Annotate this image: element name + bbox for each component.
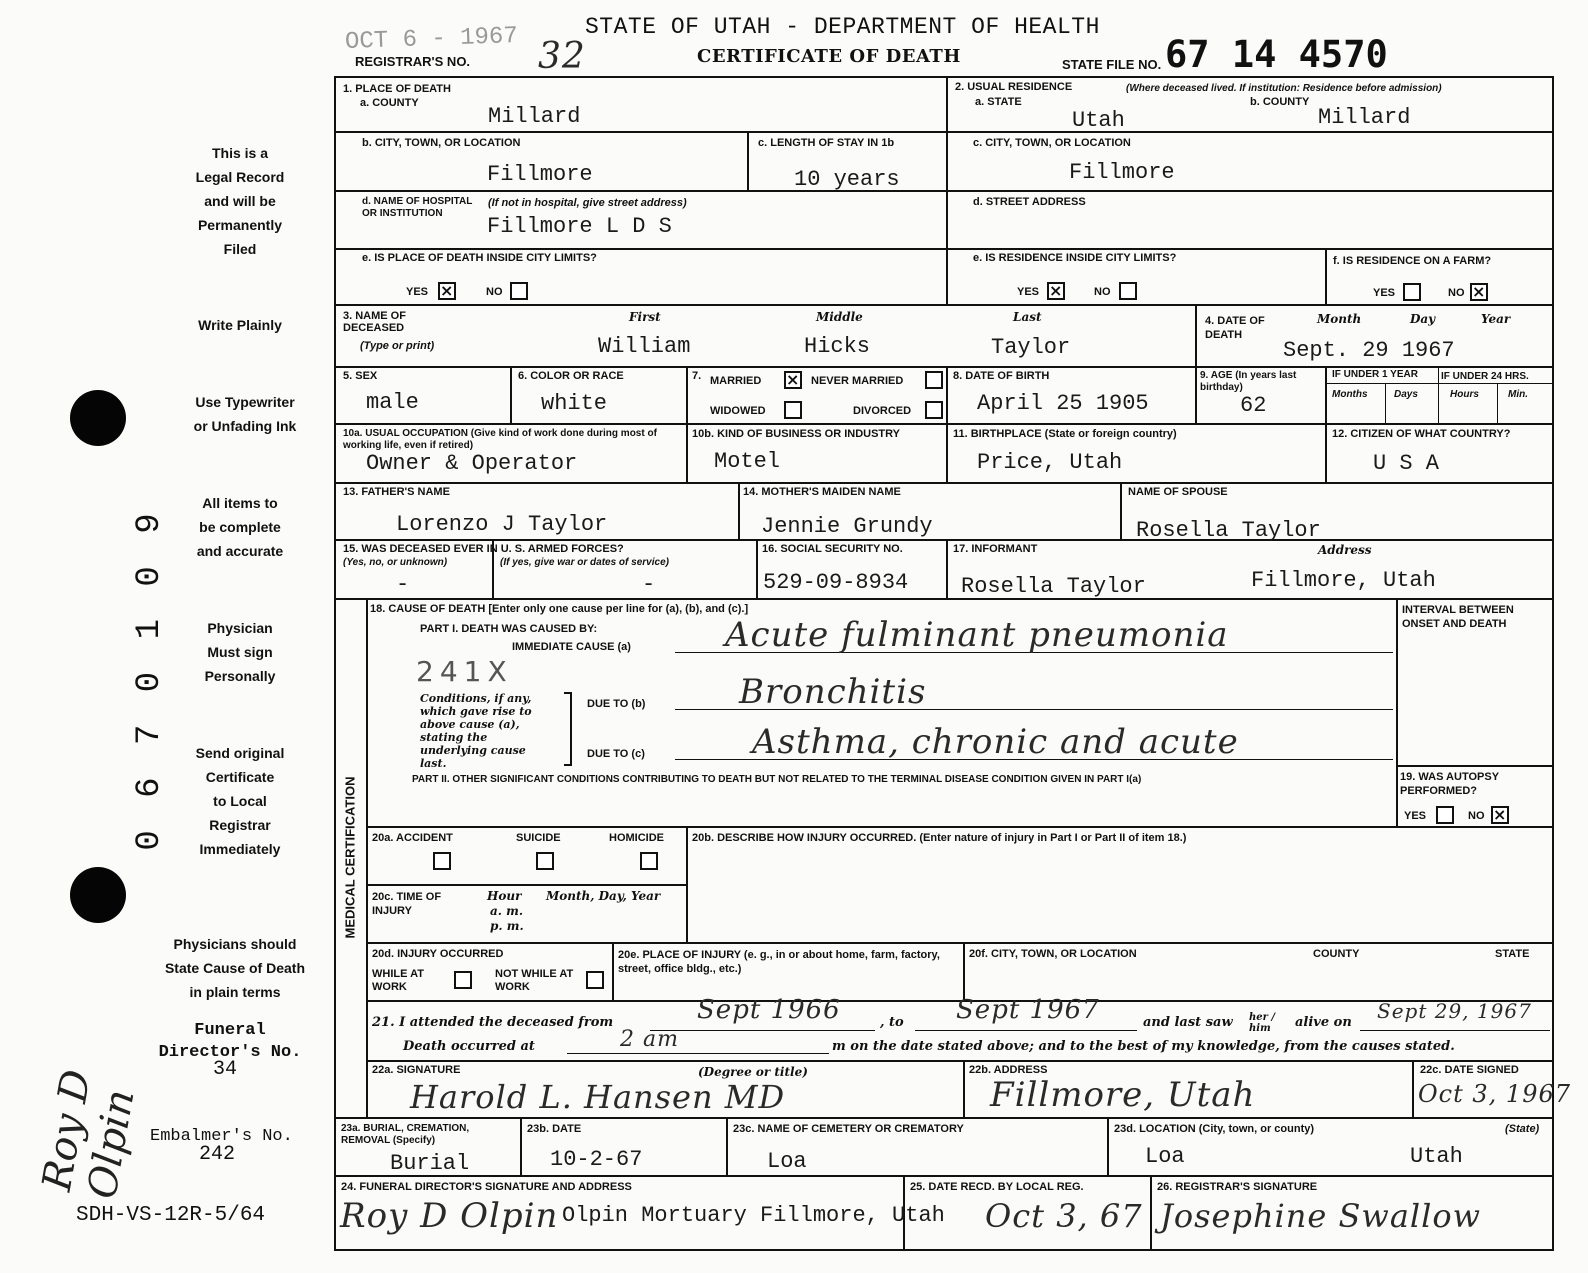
race: white	[541, 391, 608, 416]
armed-forces-dates-note: (If yes, give war or dates of service)	[500, 557, 669, 568]
autopsy-label: 19. WAS AUTOPSY PERFORMED?	[1400, 771, 1499, 797]
immediate-cause-label: IMMEDIATE CAUSE (a)	[512, 641, 631, 653]
date-of-birth-label: 8. DATE OF BIRTH	[953, 370, 1050, 382]
burial-location: Loa	[1145, 1144, 1185, 1169]
date-signed-label: 22c. DATE SIGNED	[1420, 1064, 1519, 1076]
armed-forces-label: 15. WAS DECEASED EVER IN U. S. ARMED FORCES?	[343, 543, 624, 555]
place-of-injury-label: 20e. PLACE OF INJURY (e. g., in or about home, farm, factory, street, office bldg., etc.)	[618, 949, 940, 975]
deceased-name-note: (Type or print)	[360, 340, 435, 352]
conditions-bracket	[564, 692, 572, 766]
business: Motel	[714, 449, 781, 474]
last-saw-date: Sept 29, 1967	[1377, 999, 1532, 1023]
suicide-checkbox[interactable]	[536, 852, 554, 870]
accident-label: 20a. ACCIDENT	[372, 832, 453, 844]
part-two-label: PART II. OTHER SIGNIFICANT CONDITIONS CONTRIBUTING TO DEATH BUT NOT RELATED TO THE TERMINAL DISEASE CONDITION GIVEN IN PART I(a)	[412, 774, 1142, 785]
due-to-c-label: DUE TO (c)	[587, 748, 645, 760]
farm-yes-checkbox[interactable]	[1403, 283, 1421, 301]
usual-residence-note: (Where deceased lived. If institution: Residence before admission)	[1126, 83, 1442, 94]
residence-inside-no-label: NO	[1094, 286, 1111, 298]
while-at-work-label: WHILE AT WORK	[372, 968, 424, 993]
form-number: SDH-VS-12R-5/64	[76, 1204, 266, 1227]
due-to-b: Bronchitis	[739, 672, 927, 712]
sex-label: 5. SEX	[343, 370, 378, 382]
death-month-label: Month	[1317, 312, 1362, 326]
farm-no-label: NO	[1448, 287, 1465, 299]
registrar-no: 32	[538, 36, 586, 77]
divorced-checkbox[interactable]	[925, 401, 943, 419]
vertical-serial-number: 0 6 7 0 1 0 9	[131, 507, 169, 851]
sex: male	[366, 390, 419, 415]
funeral-director-signature: Roy D Olpin	[340, 1196, 559, 1236]
informant-label: 17. INFORMANT	[953, 543, 1038, 555]
death-time: 2 am	[620, 1027, 679, 1052]
cause-of-death-label: 18. CAUSE OF DEATH [Enter only one cause per line for (a), (b), and (c).]	[370, 603, 749, 615]
physician-signature: Harold L. Hansen MD	[410, 1078, 786, 1116]
attended-to: Sept 1967	[956, 995, 1100, 1025]
residence-county-label: b. COUNTY	[1250, 96, 1310, 108]
business-label: 10b. KIND OF BUSINESS OR INDUSTRY	[692, 428, 901, 440]
funeral-director-address: Olpin Mortuary Fillmore, Utah	[562, 1203, 945, 1228]
am-label: a. m.	[490, 904, 524, 918]
widowed-checkbox[interactable]	[784, 401, 802, 419]
hospital-note: (If not in hospital, give street address)	[488, 197, 687, 209]
widowed-label: WIDOWED	[710, 405, 766, 417]
conditions-note: Conditions, if any, which gave rise to above cause (a), stating the underlying cause last.	[420, 692, 532, 770]
never-married-label: NEVER MARRIED	[811, 375, 904, 387]
residence-city-label: c. CITY, TOWN, OR LOCATION	[973, 137, 1131, 149]
injury-county-label: COUNTY	[1313, 948, 1360, 960]
alive-on-label: alive on	[1295, 1015, 1352, 1030]
first-name: William	[598, 334, 691, 359]
due-to-c: Asthma, chronic and acute	[752, 722, 1239, 762]
age: 62	[1240, 393, 1267, 418]
sidebar-state-cause-note: Physicians should State Cause of Death in plain terms	[164, 936, 306, 1000]
homicide-label: HOMICIDE	[609, 832, 664, 844]
minutes-label: Min.	[1508, 389, 1528, 400]
stamp-date: OCT 6 - 1967	[344, 22, 519, 57]
date-of-birth: April 25 1905	[977, 391, 1149, 416]
divorced-label: DIVORCED	[853, 405, 912, 417]
time-of-injury-label: 20c. TIME OF INJURY	[372, 891, 442, 917]
residence-farm-label: f. IS RESIDENCE ON A FARM?	[1333, 255, 1492, 267]
burial-location-label: 23d. LOCATION (City, town, or county)	[1114, 1123, 1315, 1135]
pm-label: p. m.	[490, 919, 524, 933]
residence-state-label: a. STATE	[975, 96, 1022, 108]
month-day-year-label: Month, Day, Year	[546, 889, 661, 903]
first-name-label: First	[629, 310, 661, 324]
suicide-label: SUICIDE	[516, 832, 561, 844]
hospital-label: d. NAME OF HOSPITAL OR INSTITUTION	[362, 196, 473, 219]
registrar-no-label: REGISTRAR'S NO.	[355, 54, 471, 69]
never-married-checkbox[interactable]	[925, 371, 943, 389]
spouse-name: Rosella Taylor	[1136, 518, 1321, 543]
attended-from: Sept 1966	[697, 995, 841, 1025]
last-name: Taylor	[991, 335, 1071, 360]
death-inside-city-label: e. IS PLACE OF DEATH INSIDE CITY LIMITS?	[362, 252, 597, 264]
cemetery-label: 23c. NAME OF CEMETERY OR CREMATORY	[733, 1123, 964, 1135]
ssn: 529-09-8934	[763, 570, 909, 595]
under-24-hrs-label: IF UNDER 24 HRS.	[1441, 371, 1529, 382]
residence-city: Fillmore	[1069, 160, 1175, 185]
sidebar-legal-note: This is a Legal Record and will be Permanently Filed	[195, 145, 285, 257]
funeral-director-label: Funeral Director's No.	[158, 1021, 302, 1062]
father-name: Lorenzo J Taylor	[396, 512, 608, 537]
degree-label: (Degree or title)	[698, 1065, 808, 1079]
death-city: Fillmore	[487, 162, 593, 187]
married-checkbox[interactable]: ×	[784, 371, 802, 389]
autopsy-yes-label: YES	[1404, 810, 1427, 822]
burial-state-label: (State)	[1505, 1123, 1540, 1135]
married-label: MARRIED	[710, 375, 762, 387]
medical-certification-label: MEDICAL CERTIFICATION	[342, 776, 358, 939]
hours-label: Hours	[1450, 389, 1479, 400]
embalmer-no: 242	[199, 1143, 236, 1166]
death-occurred-label: Death occurred at	[403, 1039, 535, 1054]
informant-address-label: Address	[1318, 543, 1372, 557]
signature-label: 22a. SIGNATURE	[372, 1064, 461, 1076]
sidebar-typewriter-note: Use Typewriter or Unfading Ink	[193, 394, 297, 434]
date-of-death-label: 4. DATE OF DEATH	[1205, 315, 1265, 341]
death-year-label: Year	[1481, 312, 1511, 326]
under-1-year-label: IF UNDER 1 YEAR	[1332, 369, 1418, 380]
informant-address: Fillmore, Utah	[1251, 568, 1436, 593]
punch-hole-bottom	[70, 867, 126, 923]
farm-no-checkbox[interactable]: ×	[1470, 283, 1488, 301]
death-inside-no-checkbox[interactable]	[510, 282, 528, 300]
residence-inside-city-label: e. IS RESIDENCE INSIDE CITY LIMITS?	[973, 252, 1177, 264]
sidebar-write-plainly: Write Plainly	[198, 317, 282, 333]
injury-state-label: STATE	[1495, 948, 1530, 960]
date-signed: Oct 3, 1967	[1418, 1080, 1571, 1108]
months-label: Months	[1332, 389, 1368, 400]
injury-occurred-label: 20d. INJURY OCCURRED	[372, 948, 504, 960]
marital-number: 7.	[692, 370, 702, 382]
punch-hole-top	[70, 390, 126, 446]
spouse-label: NAME OF SPOUSE	[1128, 486, 1228, 498]
birthplace-label: 11. BIRTHPLACE (State or foreign country)	[953, 428, 1177, 440]
embalmer-label: Embalmer's No.	[150, 1127, 293, 1146]
burial-label: 23a. BURIAL, CREMATION, REMOVAL (Specify)	[341, 1123, 470, 1146]
state-file-no: 67 14 4570	[1165, 33, 1388, 76]
autopsy-yes-checkbox[interactable]	[1436, 806, 1454, 824]
state-file-label: STATE FILE NO.	[1062, 57, 1162, 72]
death-inside-no-label: NO	[486, 286, 503, 298]
race-label: 6. COLOR OR RACE	[518, 370, 624, 382]
residence-state: Utah	[1072, 108, 1125, 133]
length-of-stay: 10 years	[794, 167, 900, 192]
informant-name: Rosella Taylor	[961, 574, 1146, 599]
not-while-at-work-checkbox[interactable]	[586, 971, 604, 989]
death-county-label: a. COUNTY	[360, 97, 419, 109]
cemetery: Loa	[767, 1149, 807, 1174]
not-while-at-work-label: NOT WHILE AT WORK	[495, 968, 574, 993]
part-one-label: PART I. DEATH WAS CAUSED BY:	[420, 623, 598, 635]
sidebar-complete-note: All items to be complete and accurate	[196, 495, 284, 559]
certifier-address-label: 22b. ADDRESS	[969, 1064, 1048, 1076]
armed-forces-dates: -	[642, 572, 656, 597]
side-handwritten-signature: Roy D Olpin	[33, 1066, 144, 1203]
registrar-signature-label: 26. REGISTRAR'S SIGNATURE	[1157, 1181, 1318, 1193]
father-label: 13. FATHER'S NAME	[343, 486, 450, 498]
last-saw-label: and last saw	[1143, 1015, 1233, 1030]
sidebar-physician-note: Physician Must sign Personally	[204, 620, 276, 684]
mother-name: Jennie Grundy	[761, 514, 933, 539]
burial-date-label: 23b. DATE	[527, 1123, 582, 1135]
death-inside-yes-label: YES	[406, 286, 429, 298]
residence-county: Millard	[1318, 105, 1411, 130]
attended-to-label: , to	[880, 1015, 904, 1030]
while-at-work-checkbox[interactable]	[454, 971, 472, 989]
certificate-title: CERTIFICATE OF DEATH	[697, 46, 961, 67]
funeral-director-no: 34	[213, 1058, 238, 1081]
birthplace: Price, Utah	[977, 450, 1123, 475]
funeral-director-signature-label: 24. FUNERAL DIRECTOR'S SIGNATURE AND ADDRESS	[341, 1181, 632, 1193]
date-received-label: 25. DATE RECD. BY LOCAL REG.	[910, 1181, 1084, 1193]
farm-yes-label: YES	[1373, 287, 1396, 299]
due-to-b-label: DUE TO (b)	[587, 698, 646, 710]
occupation-label: 10a. USUAL OCCUPATION (Give kind of work done during most of working life, even if retired)	[343, 428, 657, 451]
date-received: Oct 3, 67	[985, 1197, 1143, 1235]
immediate-cause: Acute fulminant pneumonia	[725, 615, 1229, 655]
accident-checkbox[interactable]	[433, 852, 451, 870]
usual-residence-label: 2. USUAL RESIDENCE	[955, 81, 1073, 93]
citizen-label: 12. CITIZEN OF WHAT COUNTRY?	[1332, 428, 1511, 440]
homicide-checkbox[interactable]	[640, 852, 658, 870]
middle-name-label: Middle	[816, 310, 863, 324]
hospital-name: Fillmore L D S	[487, 214, 672, 239]
death-day-label: Day	[1410, 312, 1436, 326]
last-name-label: Last	[1013, 310, 1042, 324]
length-of-stay-label: c. LENGTH OF STAY IN 1b	[758, 137, 895, 149]
middle-name: Hicks	[804, 334, 871, 359]
place-of-death-label: 1. PLACE OF DEATH	[343, 83, 451, 95]
date-of-death: Sept. 29 1967	[1283, 338, 1455, 363]
days-label: Days	[1394, 389, 1418, 400]
residence-inside-yes-checkbox[interactable]: ×	[1047, 282, 1065, 300]
death-county: Millard	[488, 104, 581, 129]
certifier-address: Fillmore, Utah	[990, 1075, 1256, 1115]
autopsy-no-checkbox[interactable]: ×	[1491, 806, 1509, 824]
certifier-statement: m on the date stated above; and to the best of my knowledge, from the causes stated.	[832, 1039, 1455, 1054]
her-him-label: her / him	[1249, 1012, 1276, 1034]
residence-inside-yes-label: YES	[1017, 286, 1040, 298]
injury-location-label: 20f. CITY, TOWN, OR LOCATION	[969, 948, 1137, 960]
residence-inside-no-checkbox[interactable]	[1119, 282, 1137, 300]
autopsy-no-label: NO	[1468, 810, 1485, 822]
armed-forces-note: (Yes, no, or unknown)	[343, 557, 448, 568]
sidebar-send-note: Send original Certificate to Local Registrar Immediately	[195, 745, 285, 857]
ssn-label: 16. SOCIAL SECURITY NO.	[762, 543, 903, 555]
death-city-label: b. CITY, TOWN, OR LOCATION	[362, 137, 521, 149]
attended-label: 21. I attended the deceased from	[372, 1015, 614, 1030]
armed-forces: -	[396, 572, 410, 597]
citizen: U S A	[1373, 451, 1440, 476]
burial-date: 10-2-67	[550, 1147, 643, 1172]
agency-title: STATE OF UTAH - DEPARTMENT OF HEALTH	[585, 14, 1100, 40]
describe-injury-label: 20b. DESCRIBE HOW INJURY OCCURRED. (Enter nature of injury in Part I or Part II of item 18.)	[692, 832, 1187, 844]
mother-label: 14. MOTHER'S MAIDEN NAME	[743, 486, 901, 498]
burial-state: Utah	[1410, 1144, 1463, 1169]
interval-label: INTERVAL BETWEEN ONSET AND DEATH	[1402, 604, 1514, 630]
hour-label: Hour	[487, 889, 522, 903]
age-label: 9. AGE (In years last birthday)	[1200, 370, 1297, 393]
occupation: Owner & Operator	[366, 451, 578, 476]
burial: Burial	[390, 1151, 470, 1176]
deceased-name-label: 3. NAME OF DECEASED	[343, 310, 406, 334]
death-inside-yes-checkbox[interactable]: ×	[438, 282, 456, 300]
cause-code: 241X	[416, 655, 513, 688]
street-address-label: d. STREET ADDRESS	[973, 196, 1086, 208]
registrar-signature: Josephine Swallow	[1160, 1197, 1482, 1235]
